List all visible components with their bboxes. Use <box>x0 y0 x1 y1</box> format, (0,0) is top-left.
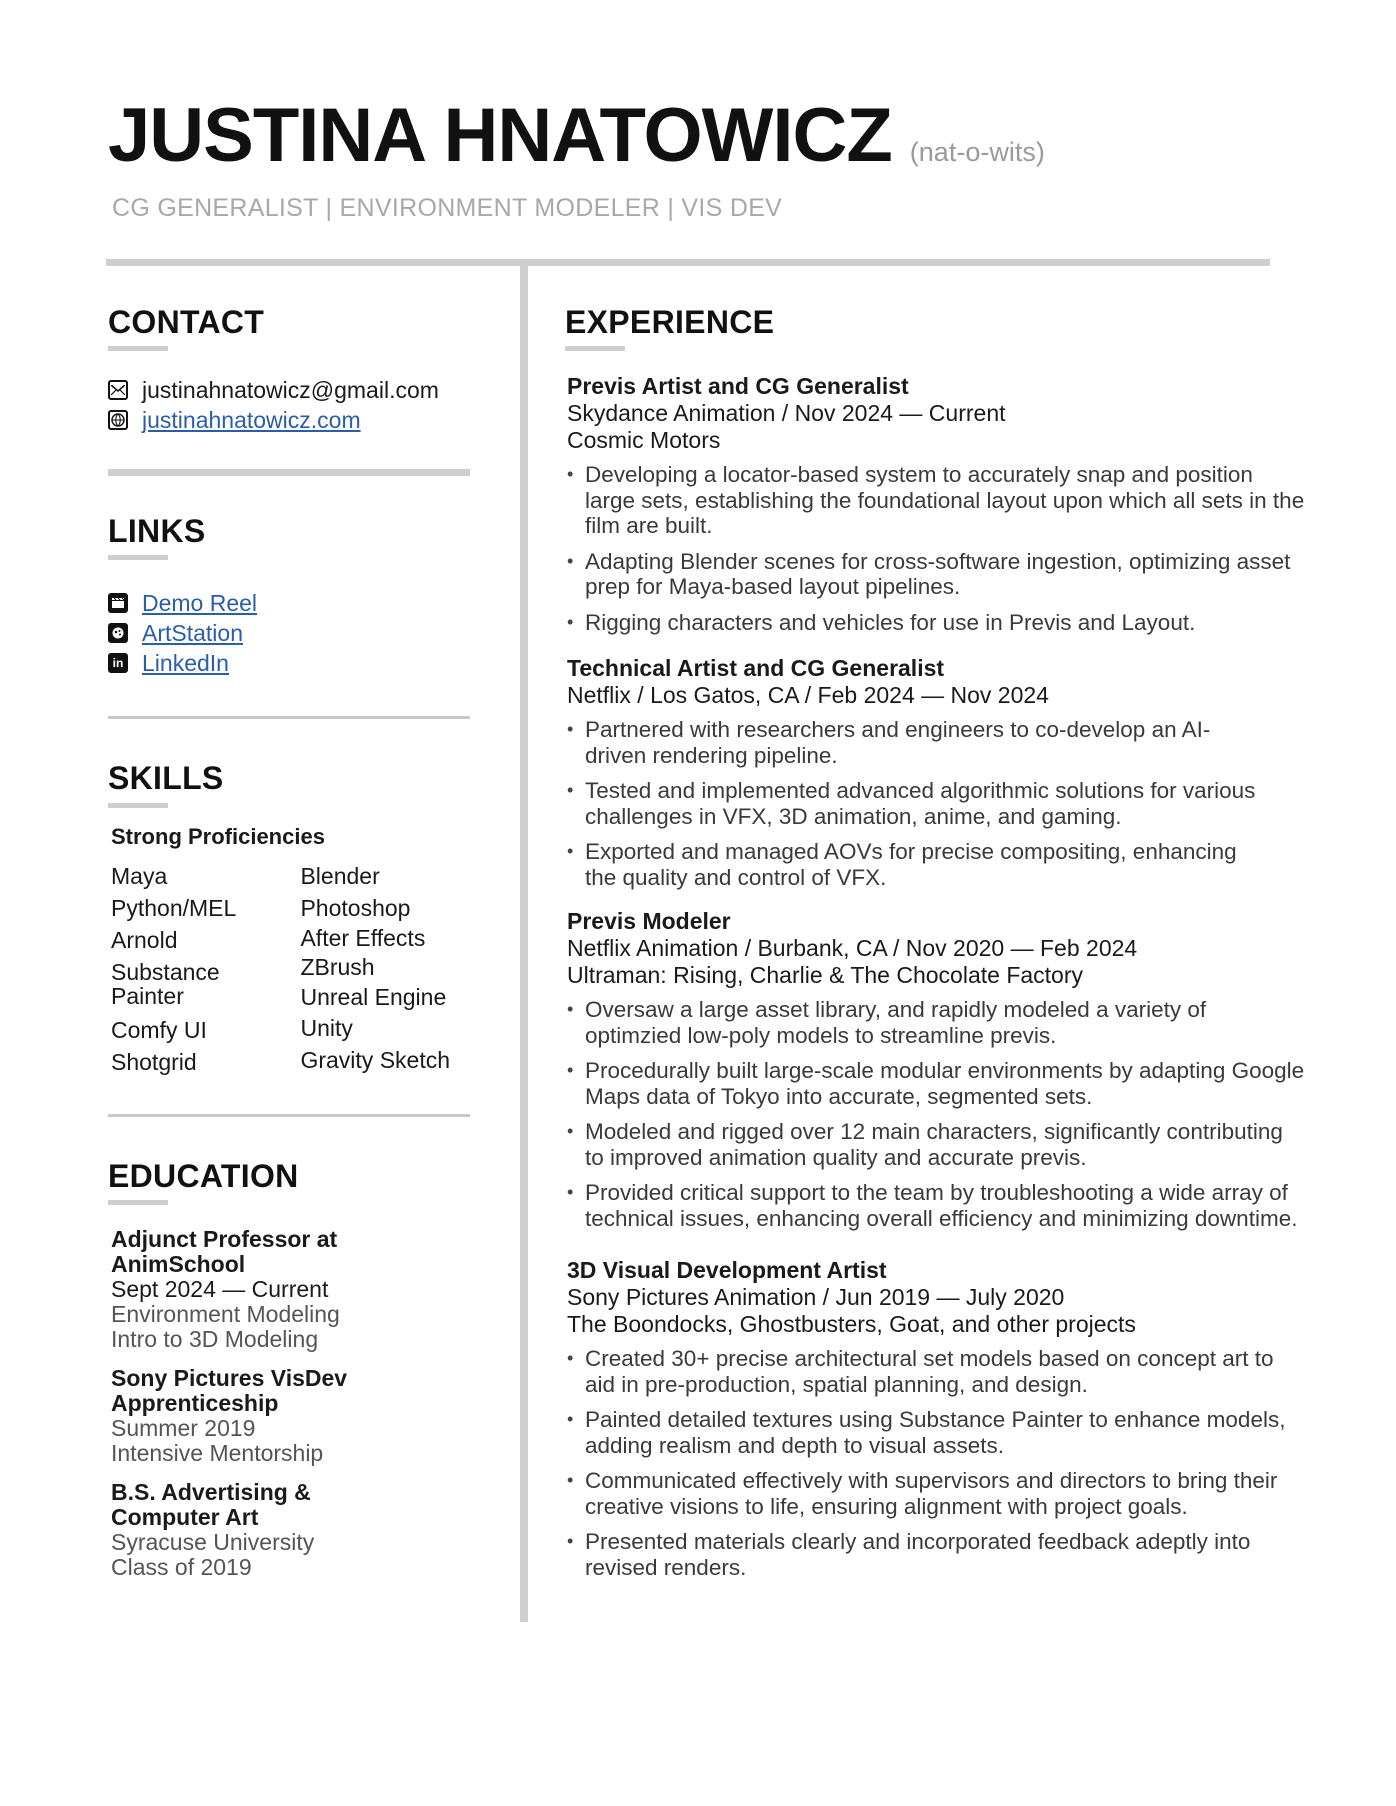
job-bullet: • Communicated effectively with supervisors and directors to bring their creative visions to life, ensuring alignment with project goals. <box>567 1468 1305 1519</box>
pronunciation: (nat-o-wits) <box>909 137 1045 167</box>
skill-item: Gravity Sketch <box>300 1046 451 1073</box>
job-org: Netflix / Los Gatos, CA / Feb 2024 — Nov 2024 <box>567 682 1049 709</box>
job-entry <box>567 373 1305 635</box>
job-entry <box>567 908 1305 1231</box>
job-entry <box>567 1257 1305 1580</box>
link-artstation[interactable] <box>108 618 470 648</box>
job-bullet: • Tested and implemented advanced algorithmic solutions for various challenges in VFX, 3D animation, anime, and gaming. <box>567 778 1265 829</box>
right-column <box>565 305 1305 1590</box>
email-text: justinahnatowicz@gmail.com <box>142 377 439 404</box>
links-section <box>108 514 470 678</box>
job-org: Sony Pictures Animation / Jun 2019 — July 2020 <box>567 1284 1065 1311</box>
job-bullet: • Created 30+ precise architectural set models based on concept art to aid in pre-production, spatial planning, and design. <box>567 1346 1305 1397</box>
skill-item: Blender <box>300 862 380 889</box>
job-project: Cosmic Motors <box>567 427 721 454</box>
job-org: Netflix Animation / Burbank, CA / Nov 2020 — Feb 2024 <box>567 935 1138 962</box>
artstation-icon <box>108 623 128 643</box>
job-role: Technical Artist and CG Generalist <box>567 655 945 682</box>
job-bullet: • Painted detailed textures using Substance Painter to enhance models, adding realism and depth to visual assets. <box>567 1407 1305 1458</box>
job-titles: CG GENERALIST | ENVIRONMENT MODELER | VIS DEV <box>112 194 783 222</box>
skill-item: Substance Painter <box>111 958 220 1009</box>
job-bullet: • Adapting Blender scenes for cross-software ingestion, optimizing asset prep for Maya-based layout pipelines. <box>567 549 1305 600</box>
skill-item: Shotgrid <box>111 1048 197 1075</box>
contact-title: CONTACT <box>108 304 265 340</box>
job-bullet: • Exported and managed AOVs for precise compositing, enhancing the quality and control of VFX. <box>567 839 1265 890</box>
education-detail: Class of 2019 <box>111 1553 252 1580</box>
education-date: Sept 2024 — Current <box>111 1275 329 1302</box>
education-heading: B.S. Advertising & Computer Art <box>111 1478 311 1530</box>
link-linkedin[interactable] <box>108 648 470 678</box>
linkedin-icon: in <box>108 653 128 673</box>
education-detail: Syracuse University <box>111 1528 315 1555</box>
education-item <box>111 1480 470 1580</box>
skills-col-2 <box>300 860 470 1078</box>
job-bullet: • Modeled and rigged over 12 main characters, significantly contributing to improved animation quality and accurate previs. <box>567 1119 1305 1170</box>
skills-title: SKILLS <box>108 760 224 797</box>
skills-section <box>108 761 470 1077</box>
job-bullet: • Provided critical support to the team by troubleshooting a wide array of technical issues, enhancing overall efficiency and minimizing downtime. <box>567 1180 1305 1231</box>
job-bullet: • Rigging characters and vehicles for use in Previs and Layout. <box>567 610 1305 636</box>
linkedin-link[interactable]: LinkedIn <box>142 650 229 677</box>
column-divider <box>520 266 528 1622</box>
job-bullet: • Partnered with researchers and engineers to co-develop an AI-driven rendering pipeline. <box>567 717 1265 768</box>
contact-email-row <box>108 375 470 405</box>
globe-icon <box>108 410 128 430</box>
job-project: The Boondocks, Ghostbusters, Goat, and other projects <box>567 1311 1136 1338</box>
job-bullet: • Developing a locator-based system to accurately snap and position large sets, establishing the foundational layout upon which all sets in the film are built. <box>567 462 1305 539</box>
job-role: 3D Visual Development Artist <box>567 1257 887 1284</box>
skill-item: Python/MEL <box>111 894 237 921</box>
contact-website-row <box>108 405 470 435</box>
website-link[interactable]: justinahnatowicz.com <box>142 407 361 434</box>
skill-item: Comfy UI <box>111 1016 207 1043</box>
skill-item: Maya <box>111 862 168 889</box>
education-heading: Adjunct Professor at AnimSchool <box>111 1225 338 1277</box>
contact-section <box>108 305 470 435</box>
envelope-icon <box>108 380 128 400</box>
link-demo-reel[interactable] <box>108 588 470 618</box>
skill-item: Unity <box>300 1014 353 1041</box>
skills-subtitle: Strong Proficiencies <box>111 823 325 849</box>
job-role: Previs Modeler <box>567 908 731 935</box>
header-divider <box>106 259 1270 266</box>
clapperboard-icon <box>108 593 128 613</box>
left-column <box>108 305 470 1594</box>
skill-item: Unreal Engine <box>300 983 447 1010</box>
education-section <box>108 1159 470 1580</box>
education-detail: Intensive Mentorship <box>111 1439 324 1466</box>
contact-divider <box>108 469 470 476</box>
education-detail: Intro to 3D Modeling <box>111 1325 319 1352</box>
skills-col-1 <box>111 860 300 1078</box>
skill-item: Photoshop <box>300 894 411 921</box>
job-bullet: • Procedurally built large-scale modular environments by adapting Google Maps data of Tokyo into accurate, segmented sets. <box>567 1058 1305 1109</box>
artstation-link[interactable]: ArtStation <box>142 620 243 647</box>
education-heading: Sony Pictures VisDev Apprenticeship <box>111 1364 348 1416</box>
resume-name <box>108 93 1045 178</box>
education-detail: Environment Modeling <box>111 1300 340 1327</box>
job-bullet: • Oversaw a large asset library, and rapidly modeled a variety of optimzied low-poly models to streamline previs. <box>567 997 1305 1048</box>
job-project: Ultraman: Rising, Charlie & The Chocolate Factory <box>567 962 1084 989</box>
education-detail: Summer 2019 <box>111 1414 256 1441</box>
job-entry <box>567 655 1305 890</box>
name-text: JUSTINA HNATOWICZ <box>108 93 892 178</box>
education-item <box>111 1227 470 1352</box>
education-item <box>111 1366 470 1466</box>
links-title: LINKS <box>108 513 206 550</box>
demo-reel-link[interactable]: Demo Reel <box>142 590 258 617</box>
experience-title: EXPERIENCE <box>565 304 775 340</box>
education-title: EDUCATION <box>108 1157 299 1194</box>
job-bullet: • Presented materials clearly and incorporated feedback adeptly into revised renders. <box>567 1529 1305 1580</box>
job-org: Skydance Animation / Nov 2024 — Current <box>567 400 1006 427</box>
skill-item: ZBrush <box>300 953 375 980</box>
job-role: Previs Artist and CG Generalist <box>567 373 909 400</box>
skill-item: Arnold <box>111 926 178 953</box>
skill-item: After Effects <box>300 924 426 951</box>
